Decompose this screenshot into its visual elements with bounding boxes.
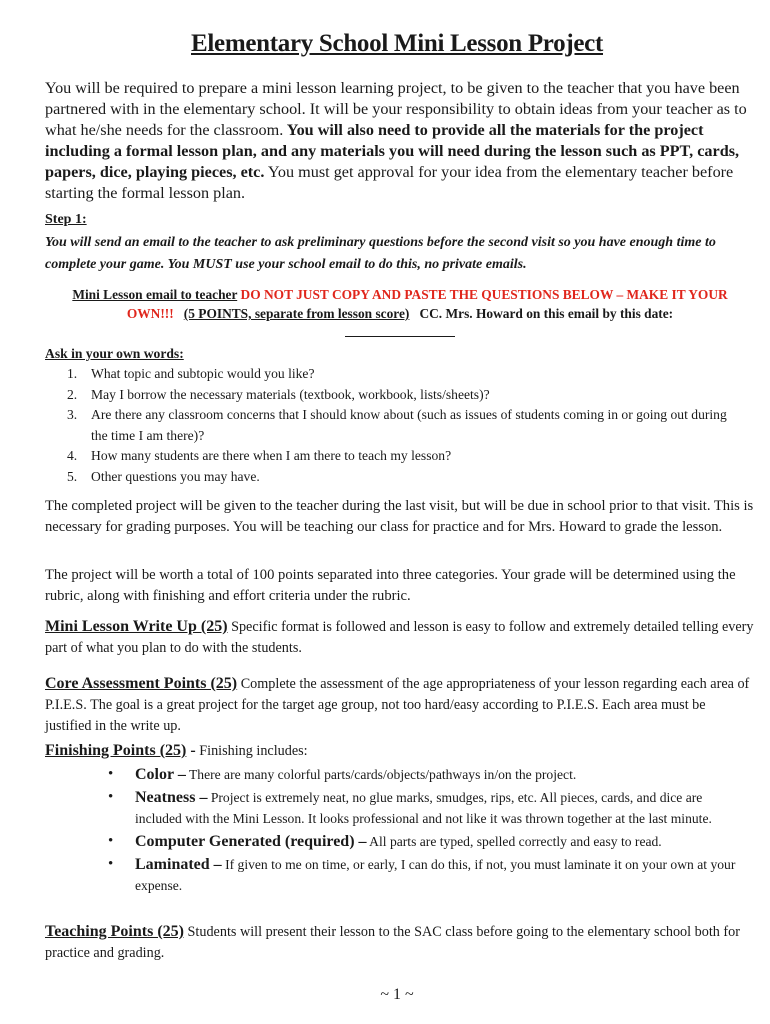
- question-text: What topic and subtopic would you like?: [91, 366, 315, 381]
- core-assessment-text: Complete the assessment of the age appropriateness of your lesson regarding each area of P.I.E.S. The goal is a great project for the target age group, not too hard/easy according to P.I.E.S. Each area must be justified in the write up.: [45, 676, 750, 734]
- page-number: ~ 1 ~: [380, 986, 414, 1003]
- bullet-icon: •: [108, 789, 114, 805]
- bullet-icon: •: [108, 833, 114, 849]
- bullet-icon: •: [108, 856, 114, 872]
- email-label: Mini Lesson email to teacher: [72, 287, 238, 302]
- points-paragraph: The project will be worth a total of 100 points separated into three categories. Your grade will be determined using the rubric, along with finishing and effort criteria under the rubric.: [45, 567, 736, 604]
- question-list: [45, 364, 745, 487]
- finishing-section: [45, 740, 755, 762]
- list-item: [108, 854, 748, 896]
- completed-paragraph: The completed project will be given to the teacher during the last visit, but will be due in school prior to that visit. This is necessary for grading purposes. You will be teaching our class for practice and for Mrs. Howard to grade the lesson.: [45, 498, 754, 535]
- mini-lesson-text: Specific format is followed and lesson is easy to follow and extremely detailed telling every part of what you plan to do with the students.: [45, 619, 754, 656]
- item-text: Project is extremely neat, no glue marks, smudges, rips, etc. All pieces, cards, and dice are included with the Mini Lesson. It looks professional and not like it was thrown together at the last minute.: [135, 790, 712, 826]
- item-text: If given to me on time, or early, I can do this, if not, you must laminate it on your own at your expense.: [135, 857, 736, 893]
- date-blank: [345, 324, 455, 337]
- question-text: May I borrow the necessary materials (textbook, workbook, lists/sheets)?: [91, 386, 490, 402]
- copy-warning: DO NOT JUST COPY AND PASTE THE QUESTIONS BELOW – MAKE IT YOUR OWN!!!: [126, 287, 728, 321]
- mini-lesson-section: [45, 616, 755, 659]
- list-number: 3.: [67, 407, 78, 422]
- item-text: All parts are typed, spelled correctly and easy to read.: [366, 834, 662, 849]
- intro-paragraph: [45, 78, 755, 204]
- question-text: Other questions you may have.: [91, 468, 260, 484]
- list-number: 2.: [67, 386, 78, 402]
- intro-approval-text: You must get approval for your idea from the elementary teacher before starting the formal lesson plan.: [45, 163, 734, 202]
- core-assessment-section: [45, 673, 755, 737]
- intro-text: You will be required to prepare a mini lesson learning project, to be given to the teacher that you have been partnered with in the elementary school. It will be your responsibility to obtain ideas from your teacher as to what he/she needs for the classroom.: [45, 79, 747, 139]
- question-text: How many students are there when I am there to teach my lesson?: [91, 448, 452, 463]
- teaching-text: Students will present their lesson to the SAC class before going to the elementary school both for practice and grading.: [45, 924, 740, 961]
- teaching-heading: Teaching Points (25): [45, 923, 184, 940]
- list-number: 5.: [67, 468, 78, 484]
- page-title: Elementary School Mini Lesson Project: [191, 30, 603, 57]
- list-number: 1.: [67, 366, 78, 381]
- list-item: [45, 446, 745, 467]
- list-item: [108, 787, 748, 829]
- step-instructions: You will send an email to the teacher to ask preliminary questions before the second visit so you have enough time to complete your game. You MUST use your school email to do this, no private emails.: [45, 235, 716, 272]
- finishing-text: Finishing includes:: [195, 743, 308, 759]
- bullet-icon: •: [108, 766, 114, 782]
- ask-label: Ask in your own words:: [45, 346, 184, 361]
- item-text: There are many colorful parts/cards/objects/pathways in/on the project.: [185, 767, 577, 782]
- mini-lesson-heading: Mini Lesson Write Up (25): [45, 618, 228, 635]
- item-heading: Laminated –: [135, 856, 222, 873]
- item-heading: Color –: [135, 766, 186, 783]
- item-heading: Computer Generated (required) –: [135, 833, 367, 850]
- cc-instruction: CC. Mrs. Howard on this email by this date:: [419, 306, 674, 321]
- email-requirement: [40, 285, 760, 342]
- list-item: [45, 364, 745, 385]
- list-item: [45, 467, 745, 488]
- list-item: [45, 405, 745, 446]
- list-number: 4.: [67, 448, 78, 463]
- teaching-section: [45, 921, 755, 964]
- finishing-dash: -: [186, 742, 196, 759]
- list-item: [108, 831, 748, 852]
- step-label: Step 1:: [45, 212, 87, 227]
- question-text: Are there any classroom concerns that I should know about (such as issues of students coming in or going out during the time I am there)?: [91, 407, 727, 443]
- finishing-list: [108, 764, 748, 898]
- finishing-heading: Finishing Points (25): [45, 742, 187, 759]
- item-heading: Neatness –: [135, 789, 208, 806]
- core-assessment-heading: Core Assessment Points (25): [45, 675, 238, 692]
- email-points: (5 POINTS, separate from lesson score): [183, 306, 410, 321]
- list-item: [108, 764, 748, 785]
- intro-bold-text: You will also need to provide all the materials for the project including a formal lesson plan, and any materials you will need during the lesson such as PPT, cards, papers, dice, playing pieces, etc.: [45, 121, 740, 181]
- list-item: [45, 385, 745, 406]
